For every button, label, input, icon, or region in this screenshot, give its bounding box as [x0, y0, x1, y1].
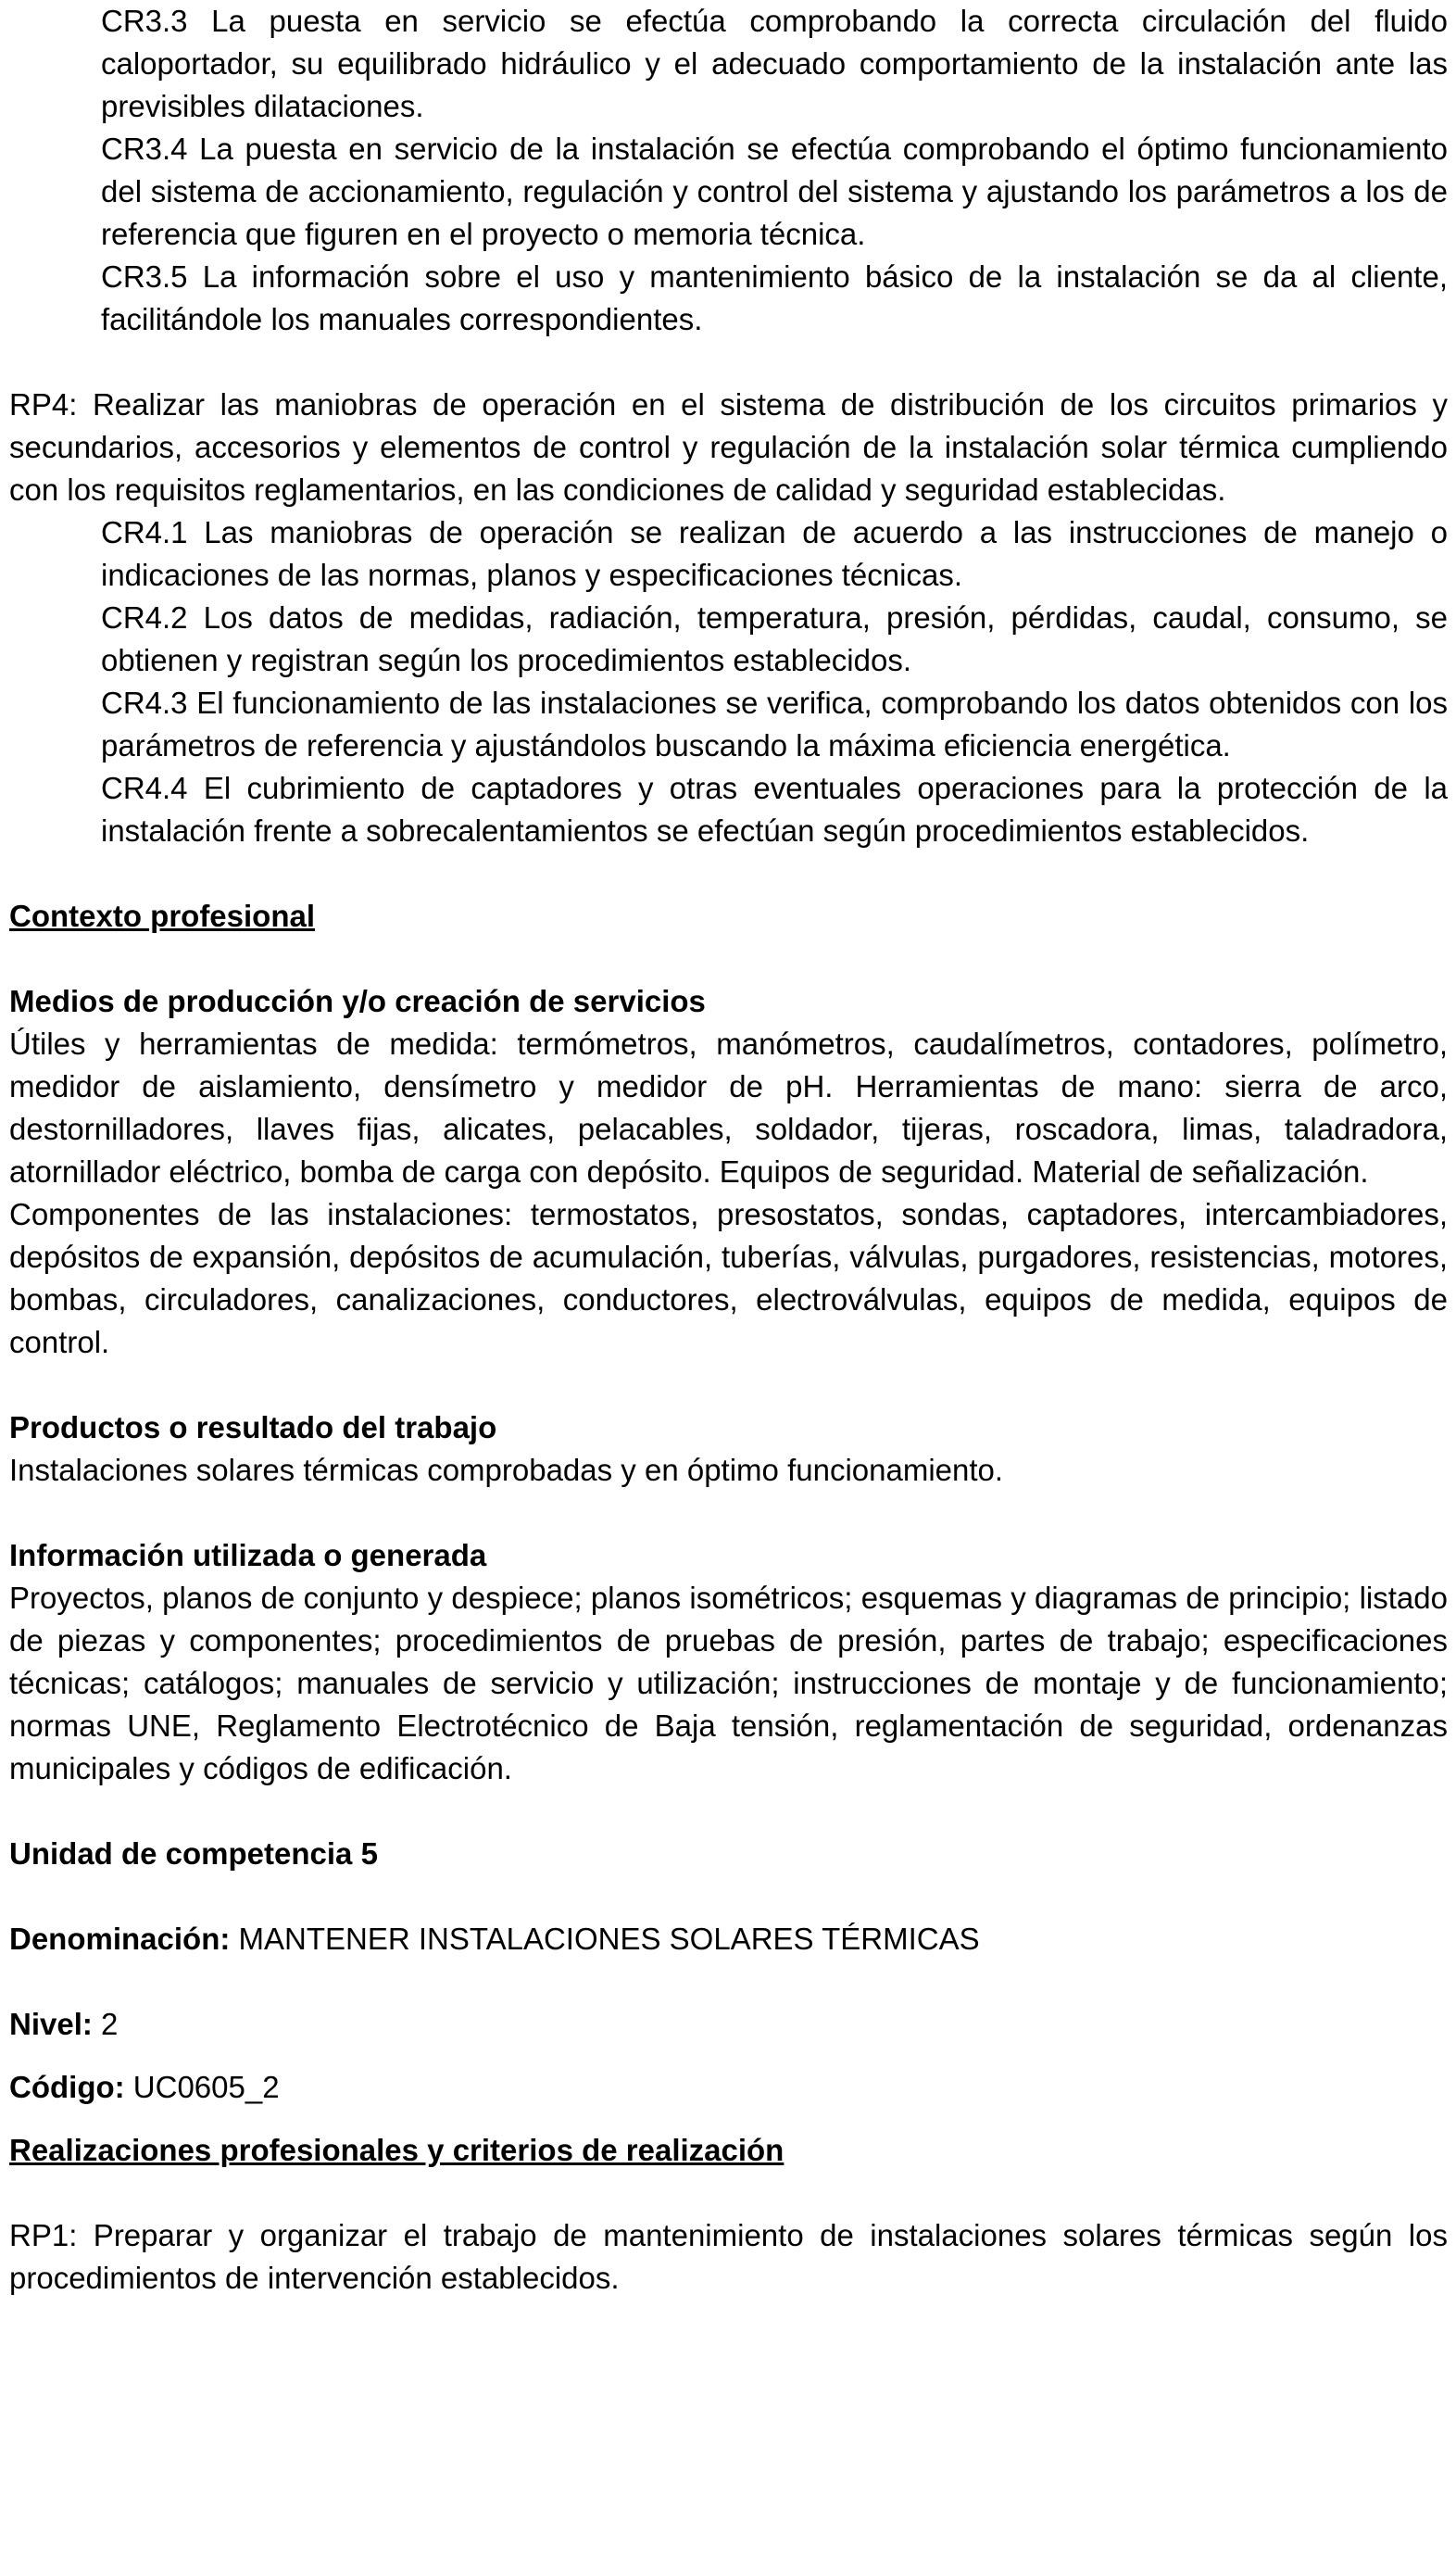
document-page [9, 0, 1448, 2300]
productos-section [9, 1406, 1448, 1492]
unidad-heading: Unidad de competencia 5 [9, 1836, 378, 1871]
nivel-value: 2 [92, 2007, 119, 2041]
rp3-criteria-block [9, 0, 1448, 341]
criterion-cr4-4: CR4.4 El cubrimiento de captadores y otras eventuales operaciones para la protección de la instalación frente a sobrecalentamientos se efectúan según procedimientos establecidos. [101, 771, 1448, 848]
info-heading: Información utilizada o generada [9, 1538, 487, 1572]
rp4-block [9, 384, 1448, 852]
criterion-cr4-3: CR4.3 El funcionamiento de las instalaciones se verifica, comprobando los datos obtenidos con los parámetros de referencia y ajustándolos buscando la máxima eficiencia energética. [101, 686, 1448, 763]
nivel-line [9, 2003, 1448, 2046]
medios-text-tools: Útiles y herramientas de medida: termómetros, manómetros, caudalímetros, contadores, polímetro, medidor de aislamiento, densímetro y medidor de pH. Herramientas de mano: sierra de arco, destornilladores, llaves fijas, alicates, pelacables, soldador, tijeras, roscadora, limas, taladradora, atornillador eléctrico, bomba de carga con depósito. Equipos de seguridad. Material de señalización. [9, 1027, 1448, 1189]
denominacion-value: MANTENER INSTALACIONES SOLARES TÉRMICAS [230, 1922, 980, 1956]
codigo-value: UC0605_2 [124, 2070, 280, 2104]
codigo-line [9, 2066, 1448, 2109]
criterion-cr3-3: CR3.3 La puesta en servicio se efectúa comprobando la correcta circulación del fluido caloportador, su equilibrado hidráulico y el adecuado comportamiento de la instalación ante las previsibles dilataciones. [101, 4, 1448, 123]
rp1-text: RP1: Preparar y organizar el trabajo de mantenimiento de instalaciones solares térmicas según los procedimientos de intervención establecidos. [9, 2218, 1448, 2295]
info-section [9, 1534, 1448, 1790]
rp4-title: RP4: Realizar las maniobras de operación en el sistema de distribución de los circuitos primarios y secundarios, accesorios y elementos de control y regulación de la instalación solar térmica cumpliendo con los requisitos reglamentarios, en las condiciones de calidad y seguridad establecidas. [9, 387, 1448, 507]
criterion-cr4-2: CR4.2 Los datos de medidas, radiación, temperatura, presión, pérdidas, caudal, consumo, se obtienen y registran según los procedimientos establecidos. [101, 600, 1448, 677]
denominacion-label: Denominación: [9, 1922, 231, 1956]
productos-text: Instalaciones solares térmicas comprobadas y en óptimo funcionamiento. [9, 1453, 1004, 1487]
criterion-cr3-5: CR3.5 La información sobre el uso y mantenimiento básico de la instalación se da al cliente, facilitándole los manuales correspondientes. [101, 259, 1448, 336]
criterion-cr4-1: CR4.1 Las maniobras de operación se realizan de acuerdo a las instrucciones de manejo o indicaciones de las normas, planos y especificaciones técnicas. [101, 515, 1448, 592]
productos-heading: Productos o resultado del trabajo [9, 1410, 497, 1444]
denominacion-line [9, 1918, 1448, 1961]
codigo-label: Código: [9, 2070, 125, 2104]
medios-heading: Medios de producción y/o creación de servicios [9, 984, 706, 1018]
realizaciones-heading: Realizaciones profesionales y criterios de realización [9, 2133, 784, 2167]
medios-section [9, 980, 1448, 1364]
criterion-cr3-4: CR3.4 La puesta en servicio de la instalación se efectúa comprobando el óptimo funcionamiento del sistema de accionamiento, regulación y control del sistema y ajustando los parámetros a los de referencia que figuren en el proyecto o memoria técnica. [101, 132, 1448, 251]
contexto-heading: Contexto profesional [9, 899, 316, 933]
nivel-label: Nivel: [9, 2007, 93, 2041]
info-text: Proyectos, planos de conjunto y despiece; planos isométricos; esquemas y diagramas de principio; listado de piezas y componentes; procedimientos de pruebas de presión, partes de trabajo; especificaciones técnicas; catálogos; manuales de servicio y utilización; instrucciones de montaje y de funcionamiento; normas UNE, Reglamento Electrotécnico de Baja tensión, reglamentación de seguridad, ordenanzas municipales y códigos de edificación. [9, 1581, 1448, 1785]
medios-text-components: Componentes de las instalaciones: termostatos, presostatos, sondas, captadores, intercambiadores, depósitos de expansión, depósitos de acumulación, tuberías, válvulas, purgadores, resistencias, motores, bombas, circuladores, canalizaciones, conductores, electroválvulas, equipos de medida, equipos de control. [9, 1197, 1448, 1359]
